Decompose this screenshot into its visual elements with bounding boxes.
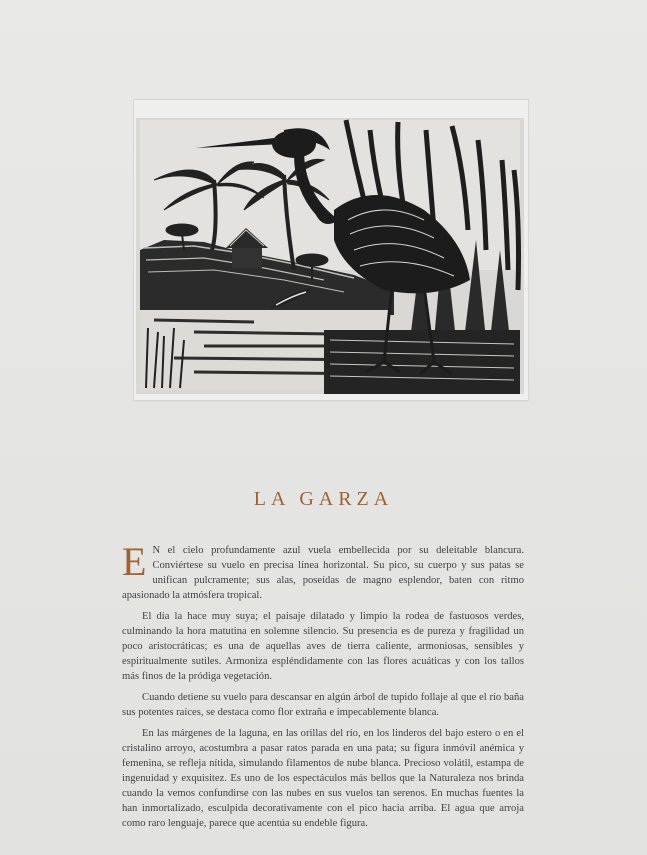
drop-cap: E — [122, 539, 147, 584]
woodcut-print — [134, 100, 528, 400]
paragraph: En las márgenes de la laguna, en las orillas del río, en los linderos del bajo estero o en el cristalino arroyo, acostumbra a pasar ratos parada en una pata; su figura inmóvil anémica y femenina, se refleja nítida, simulando filamentos de nube blanca. Precioso volátil, estampa de ingenuidad y exquisitez. Es uno de los espectáculos más bellos que la Naturaleza nos brinda cuando la vemos confundirse con las nubes en sus vuelos tan serenos. En muchas fuentes la han inmortalizado, esculpida decorativamente con el pico hacia arriba. El agua que arroja como raro lenguaje, parece que acentúa su endeble figura. — [122, 728, 524, 829]
heron-woodcut-illustration — [134, 100, 528, 400]
paragraph-text: N el cielo profundamente azul vuela embellecida por su deleitable blancura. Conviértese su vuelo en precisa línea horizontal. Su pico, su cuerpo y sus patas se unifican pulcramente; sus alas, poseídas de magno esplendor, baten con ritmo apasionado la atmósfera tropical. — [122, 545, 524, 601]
page-title: LA GARZA — [253, 488, 394, 510]
paragraph: Cuando detiene su vuelo para descansar en algún árbol de tupido follaje al que el río baña sus potentes raíces, se destaca como flor extraña e impecablemente blanca. — [122, 692, 524, 718]
paragraph — [122, 539, 524, 603]
paragraph: El día la hace muy suya; el paisaje dilatado y limpio la rodea de fastuosos verdes, culminando la hora matutina en solemne silencio. Su presencia es de pureza y fragilidad un poco aristocráticas; es una de aquellas aves de tierra caliente, armoniosas, sensibles y espiritualmente sutiles. Armoniza espléndidamente con las flores acuáticas y con los tallos más finos de la pródiga vegetación. — [122, 611, 524, 682]
article-body — [122, 539, 524, 837]
